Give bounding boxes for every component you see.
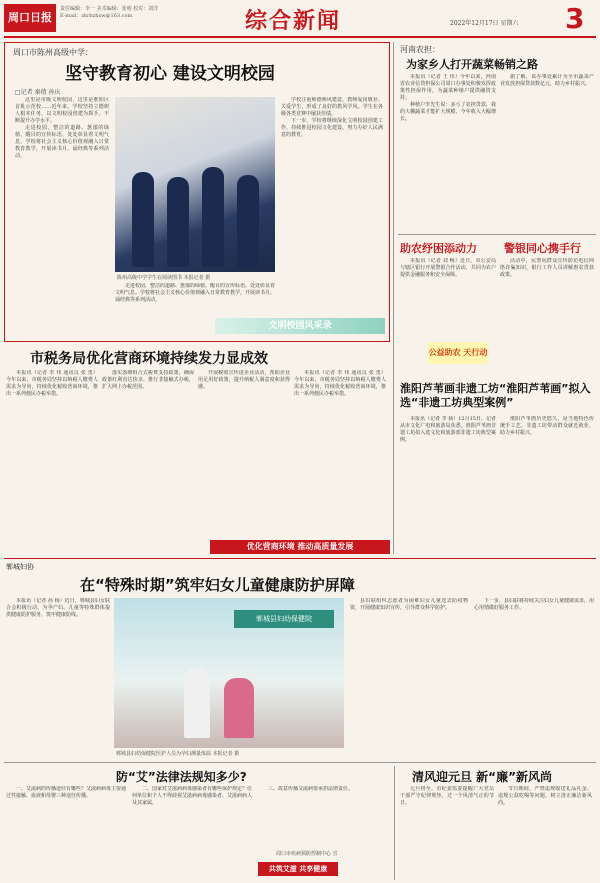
women-body-col3 [350,598,468,758]
clean-governance-story [400,766,594,880]
editor-line: 责任编辑：李一 美术编辑：张明 校对：刘洋 [60,6,159,12]
lead-byline: □记者 秦倩 孙庆 [15,89,61,96]
aids-body-col3 [258,786,388,848]
email-line: E-mail：zkrbzhxw@163.com [60,13,133,19]
student-figure [132,172,154,267]
clinic-photo [114,598,344,748]
veg-paragraph: 本报讯（记者 王 伟）今年以来，河南省农业信贷担保公司周口办事处积极发挥政策性担保作用，为蔬菜种植户提供融资支持。 [400,74,496,101]
women-paragraph: 下一步，县妇联将持续关注妇女儿童健康需求，用心用情做好服务工作。 [474,598,594,611]
veg-paragraph: 种植户李先生说：多亏了农担贷款，我的大棚蔬菜才能扩大规模，今年收入大幅增长。 [400,102,496,122]
aids-law-story [6,766,390,880]
lead-paragraph: 走进校园，整洁的道路、葱郁的绿植、醒目的宣传标语，处处彰显着文明气息。学校将社会主义核心价值观融入日常教育教学，开展读书月、诵经典等系列活动。 [15,125,109,159]
tax-band: 优化营商环境 推动高质量发展 [210,540,390,554]
tax-body-col2 [102,370,194,538]
student-figure [167,177,189,267]
aids-paragraph: 二、国家对艾滋病病毒感染者有哪些保护规定？任何单位和个人不得歧视艾滋病病毒感染者、艾滋病病人及其家属。 [132,786,252,806]
section-title: 综合新闻 [245,9,342,34]
aids-body-col2 [132,786,252,878]
nurse-figure [184,668,210,738]
public-welfare-badge: 公益助农 天行动 [428,342,488,364]
aids-footer: 周口市疾病预防控制中心 宣 [276,851,338,857]
tax-paragraph: 本报讯（记者 李 伟 通讯员 张 勇）今年以来，市税务局坚持以纳税人缴费人需求为导向，持续优化税收营商环境，推出一系列便民办税举措。 [294,370,386,397]
tax-body-col1 [6,370,98,538]
lead-photo-caption: 陈州高级中学学生在阅读图书 本报记者 摄 [117,275,211,281]
lead-body-col1 [15,97,109,337]
lead-paragraph: 下一步，学校将继续深化文明校园创建工作，持续推进校园文化建设，努力办好人民满意的教育。 [281,118,383,138]
police-paragraph: 活动中，民警向群众宣传防范电信网络诈骗知识，银行工作人员讲解惠农贷款政策。 [500,258,594,278]
veg-paragraph: 据了解，该办事处累计为全市蔬菜产业发放担保贷款数亿元，助力乡村振兴。 [500,74,594,87]
page-number: 3 [565,2,585,35]
lead-body-col3 [281,97,383,277]
heritage-story [398,380,596,552]
aids-paragraph: 一、艾滋病的传播途径有哪些？艾滋病病毒主要通过性接触、血液和母婴三种途径传播。 [6,786,126,799]
editor-info [60,6,158,20]
clinic-sign: 郸城县妇幼保健院 [234,610,334,628]
veg-body-col1 [400,74,496,229]
divider [393,42,394,554]
tax-body-col4 [294,370,386,538]
lead-tag-band: 文明校园风采录 [215,318,385,334]
divider [398,234,596,235]
vegetable-story [398,42,596,232]
divider [4,762,596,763]
lead-kicker: 周口市陈州高级中学： [13,48,93,57]
police-body-col2 [500,258,594,366]
women-title: 在“特殊时期”筑牢妇女儿童健康防护屏障 [80,576,355,594]
aids-title: 防“艾”法律法规知多少? [116,770,247,784]
lead-paragraph: 这里是市级文明校园，这里是淮阳区首批示范校……近年来，学校坚持立德树人根本任务，以文明校园创建为抓手，不断提升办学水平。 [15,97,109,124]
clean-paragraph: 元旦将至，市纪委监委提醒广大党员干部严守纪律规矩，过一个风清气正的节日。 [400,786,494,806]
heritage-body-col2 [500,416,594,548]
issue-date: 2022年12月17日 星期六 [450,20,519,27]
women-paragraph: 县妇联组织志愿者为困难妇女儿童送去防疫物资，开展健康知识宣传，引导群众科学防护。 [350,598,468,611]
divider [4,558,596,559]
clean-body-col2 [498,786,592,878]
aids-paragraph: 三、故意传播艾滋病要承担法律责任。 [268,786,354,792]
lead-story [4,42,390,342]
lead-paragraph: 走进校园，整洁的道路、葱郁的绿植、醒目的宣传标语，处处彰显着文明气息。学校将社会主义核心价值观融入日常教育教学，开展读书月、诵经典等系列活动。 [115,283,275,303]
aids-band: 共筑艾滋 共享健康 [258,862,338,876]
women-section-tag: 郸城妇协 [6,563,34,571]
police-title-b: 警银同心携手行 [504,242,581,255]
tax-paragraph: 开展税收宣传进企业活动，帮助企业用足用好政策，提升纳税人满意度和获得感。 [198,370,290,390]
police-title-a: 助农纾困添动力 [400,242,477,255]
veg-title: 为家乡人打开蔬菜畅销之路 [406,58,538,71]
student-figure [237,175,259,267]
students-figures [125,157,265,267]
newspaper-logo: 周口日报 [4,4,56,32]
tax-body-col3 [198,370,290,538]
heritage-paragraph: 淮阳芦苇画历史悠久，是当地特色传统手工艺。非遗工坊带动群众就近就业，助力乡村振兴。 [500,416,594,436]
women-paragraph: 本报讯（记者 孙 杨）近日，郸城县妇女联合会积极行动，为孕产妇、儿童等特殊群体提供健康防护服务，筑牢健康防线。 [6,598,110,618]
clean-body-col1 [400,786,494,878]
veg-body-col2 [500,74,594,229]
heritage-paragraph: 本报讯（记者 李 扬）12月15日，记者从市文化广电和旅游局获悉，淮阳芦苇画非遗工坊拟入选文化和旅游部非遗工坊典型案例。 [400,416,496,443]
patient-figure [224,678,254,738]
women-body-col1 [6,598,110,758]
veg-kicker: 河南农担： [400,45,440,54]
police-paragraph: 本报讯（记者 刘 畅）近日，市公安局与辖区银行开展警银合作活动，共同为农户提供金融服务和安全保障。 [400,258,496,278]
tax-paragraph: 本报讯（记者 李 伟 通讯员 张 勇）今年以来，市税务局坚持以纳税人缴费人需求为导向，持续优化税收营商环境，推出一系列便民办税举措。 [6,370,98,397]
header-rule [4,36,596,38]
heritage-title: 淮阳芦苇画非遗工坊“淮阳芦苇画”拟入选“非遗工坊典型案例” [400,382,591,409]
women-photo-caption: 郸城县妇幼保健院医护人员为孕妇测量体温 本报记者 摄 [116,751,240,757]
heritage-body-col1 [400,416,496,548]
tax-title: 市税务局优化营商环境持续发力显成效 [30,351,268,367]
clean-title: 清风迎元旦 新“廉”新风尚 [412,770,552,784]
police-bank-story [398,238,596,370]
students-photo [115,97,275,272]
aids-body-col1 [6,786,126,878]
tax-paragraph: 落实落细组合式税费支持政策，确保政策红利直达快享。推行非接触式办税，扩大网上办税范围。 [102,370,194,390]
lead-title: 坚守教育初心 建设文明校园 [65,64,275,84]
student-figure [202,167,224,267]
women-body-col4 [474,598,594,758]
clean-paragraph: 节日期间，严禁违规收送礼品礼金、违规公款吃喝等问题，树立清正廉洁新风尚。 [498,786,592,806]
lead-paragraph: 学校注重师德师风建设，教师爱岗敬业、关爱学生，形成了良好的教风学风。学生在各级各类竞赛中屡获佳绩。 [281,97,383,117]
divider [394,766,395,880]
